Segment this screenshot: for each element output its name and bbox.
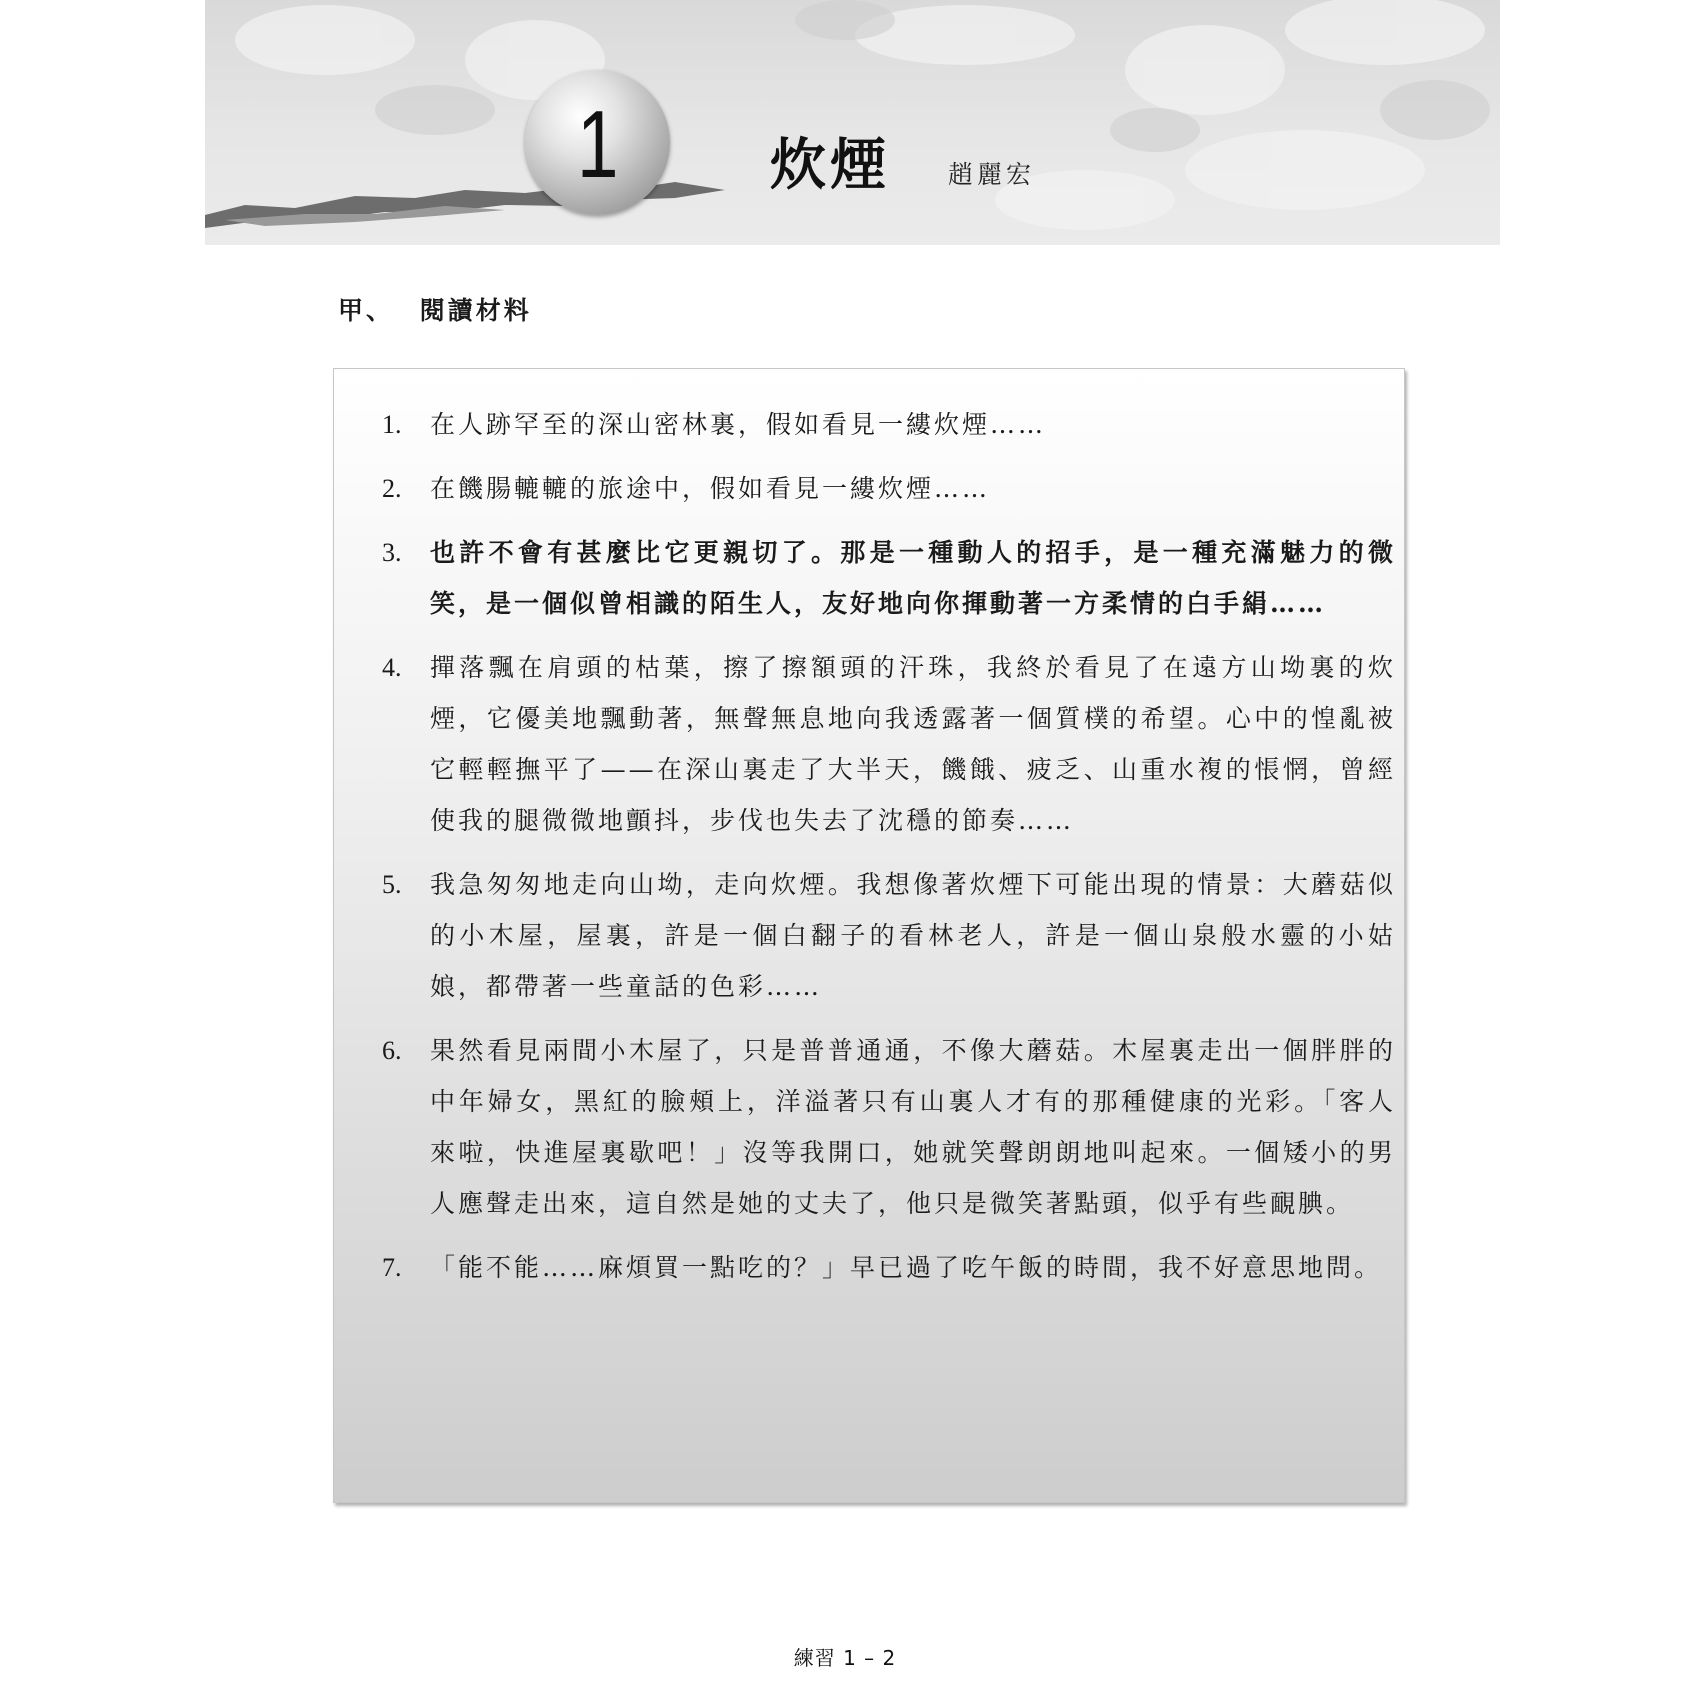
paragraph-text: 果然看見兩間小木屋了，只是普普通通，不像大蘑菇。木屋裏走出一個胖胖的中年婦女，黑紅的臉頰上，洋溢著只有山裏人才有的那種健康的光彩。「客人來啦，快進屋裏歇吧！」沒等我開口，她就笑聲朗朗地叫起來。一個矮小的男人應聲走出來，這自然是她的丈夫了，他只是微笑著點頭，似乎有些靦腆。	[430, 1036, 1396, 1218]
paragraph	[334, 1025, 1404, 1229]
paragraph-text: 撣落飄在肩頭的枯葉，擦了擦額頭的汗珠，我終於看見了在遠方山坳裏的炊煙，它優美地飄動著，無聲無息地向我透露著一個質樸的希望。心中的惶亂被它輕輕撫平了——在深山裏走了大半天，饑餓、疲乏、山重水複的悵惘，曾經使我的腿微微地顫抖，步伐也失去了沈穩的節奏……	[430, 653, 1396, 835]
paragraph-number: 4.	[382, 653, 402, 682]
lesson-number: 1	[576, 90, 619, 198]
paragraph-text: 「能不能……麻煩買一點吃的？」早已過了吃午飯的時間，我不好意思地問。	[430, 1253, 1383, 1282]
banner-texture	[205, 0, 1500, 245]
paragraph-number: 2.	[382, 474, 402, 503]
paragraph	[334, 859, 1404, 1012]
section-title: 閱讀材料	[419, 296, 532, 325]
section-label: 甲、	[338, 296, 395, 325]
lesson-banner	[205, 0, 1500, 245]
paragraph-text: 我急匆匆地走向山坳，走向炊煙。我想像著炊煙下可能出現的情景：大蘑菇似的小木屋，屋裏，許是一個白翻子的看林老人，許是一個山泉般水靈的小姑娘，都帶著一些童話的色彩……	[430, 870, 1396, 1001]
paragraph-text: 也許不會有甚麼比它更親切了。那是一種動人的招手，是一種充滿魅力的微笑，是一個似曾相識的陌生人，友好地向你揮動著一方柔情的白手絹……	[430, 538, 1396, 618]
paragraph-text: 在饑腸轆轆的旅途中，假如看見一縷炊煙……	[430, 474, 991, 503]
paragraph	[334, 1242, 1404, 1293]
lesson-author: 趙麗宏	[948, 160, 1036, 189]
paragraph-list	[334, 399, 1404, 1306]
paragraph-number: 3.	[382, 538, 402, 567]
paragraph	[334, 399, 1404, 450]
reading-material-box	[333, 368, 1405, 1503]
lesson-number-badge	[525, 70, 670, 215]
paragraph-number: 5.	[382, 870, 402, 899]
paragraph-text: 在人跡罕至的深山密林裏，假如看見一縷炊煙……	[430, 410, 1047, 439]
paragraph-number: 6.	[382, 1036, 402, 1065]
paragraph-number: 7.	[382, 1253, 402, 1282]
lesson-title: 炊煙	[770, 133, 890, 198]
paragraph	[334, 527, 1404, 629]
paragraph	[334, 463, 1404, 514]
paragraph	[334, 642, 1404, 846]
section-heading	[338, 298, 532, 323]
paragraph-number: 1.	[382, 410, 402, 439]
page-footer: 練習 1 – 2	[793, 1646, 897, 1670]
